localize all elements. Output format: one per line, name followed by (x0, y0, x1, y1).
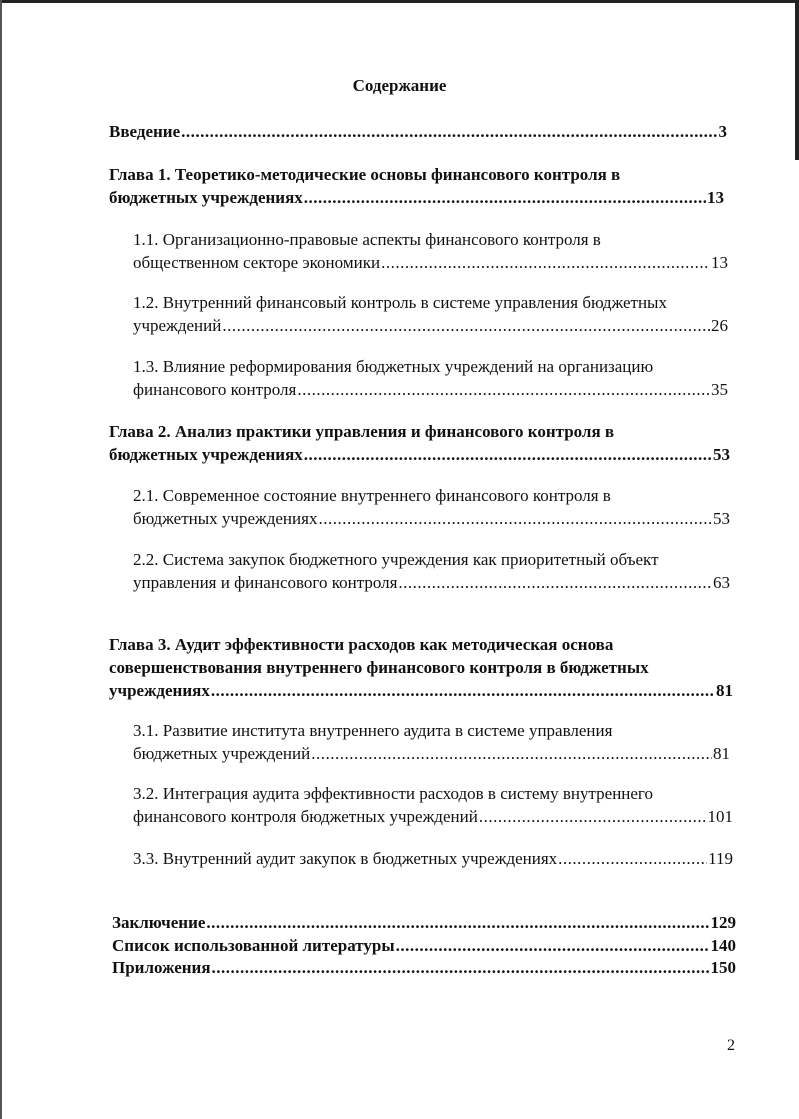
dot-leader (222, 314, 710, 337)
toc-chapter-title-line: бюджетных учреждениях (109, 445, 303, 464)
dot-leader (396, 934, 710, 957)
toc-section-title-line: финансового контроля бюджетных учреждений (133, 807, 478, 826)
toc-section-title-line: 1.1. Организационно-правовые аспекты финансового контроля в (133, 230, 601, 249)
toc-chapter-1 (109, 163, 724, 209)
page-title: Содержание (352, 76, 447, 95)
toc-page-number: 3 (718, 122, 727, 141)
toc-section-3-1 (133, 719, 730, 765)
toc-page-number: 13 (711, 253, 728, 272)
toc-entry-references (112, 934, 736, 957)
toc-entry-conclusion (112, 911, 736, 934)
toc-section-title-line: 3.2. Интеграция аудита эффективности расходов в систему внутреннего (133, 784, 653, 803)
toc-entry-label: Заключение (112, 913, 206, 932)
dot-leader (398, 571, 712, 594)
toc-section-title-line: учреждений (133, 316, 222, 335)
toc-page-number: 53 (713, 509, 730, 528)
toc-entry-appendices (112, 956, 736, 979)
toc-section-title-line: общественном секторе экономики (133, 253, 381, 272)
toc-page-number: 81 (716, 681, 733, 700)
toc-section-title-line: бюджетных учреждений (133, 744, 311, 763)
toc-section-1-1 (133, 228, 728, 274)
dot-leader (318, 507, 712, 530)
dot-leader (211, 679, 715, 702)
toc-section-title-line: управления и финансового контроля (133, 573, 398, 592)
toc-section-title-line: 3.3. Внутренний аудит закупок в бюджетных учреждениях (133, 849, 558, 868)
dot-leader (381, 251, 710, 274)
toc-entry-label: Приложения (112, 958, 211, 977)
toc-entry-label: Список использованной литературы (112, 936, 395, 955)
dot-leader (212, 956, 710, 979)
toc-section-1-3 (133, 355, 728, 401)
dot-leader (304, 443, 712, 466)
toc-chapter-2 (109, 420, 730, 466)
toc-chapter-title-line: совершенствования внутреннего финансового контроля в бюджетных (109, 658, 649, 677)
dot-leader (311, 742, 712, 765)
toc-section-title-line: бюджетных учреждениях (133, 509, 318, 528)
toc-section-title-line: 2.1. Современное состояние внутреннего финансового контроля в (133, 486, 611, 505)
toc-chapter-title-line: Глава 2. Анализ практики управления и финансового контроля в (109, 422, 615, 441)
toc-page-number: 35 (711, 380, 728, 399)
page-number: 2 (727, 1037, 735, 1054)
toc-page-number: 13 (707, 188, 724, 207)
toc-section-title-line: 2.2. Система закупок бюджетного учреждения как приоритетный объект (133, 550, 659, 569)
toc-section-title-line: 1.3. Влияние реформирования бюджетных учреждений на организацию (133, 357, 654, 376)
dot-leader (297, 378, 710, 401)
dot-leader (558, 847, 707, 870)
toc-page-number: 150 (710, 958, 736, 977)
dot-leader (206, 911, 709, 934)
toc-section-1-2 (133, 291, 728, 337)
toc-section-2-1 (133, 484, 730, 530)
toc-entry-label: Введение (109, 122, 181, 141)
toc-chapter-3 (109, 633, 733, 702)
toc-chapter-title-line: учреждениях (109, 681, 210, 700)
toc-chapter-title-line: Глава 3. Аудит эффективности расходов как методическая основа (109, 635, 614, 654)
toc-section-3-3 (133, 847, 733, 870)
toc-page-number: 53 (713, 445, 730, 464)
toc-section-title-line: 3.1. Развитие института внутреннего аудита в системе управления (133, 721, 613, 740)
scan-edge-left (0, 0, 2, 1119)
toc-page-number: 26 (711, 316, 728, 335)
toc-page-number: 129 (710, 913, 736, 932)
toc-chapter-title-line: Глава 1. Теоретико-методические основы финансового контроля в (109, 165, 621, 184)
toc-page-number: 63 (713, 573, 730, 592)
toc-page-number: 81 (713, 744, 730, 763)
toc-section-2-2 (133, 548, 730, 594)
toc-section-3-2 (133, 782, 733, 828)
toc-entry-intro (109, 120, 727, 143)
toc-page-number: 119 (708, 849, 733, 868)
toc-page-number: 101 (707, 807, 733, 826)
dot-leader (479, 805, 707, 828)
dot-leader (181, 120, 717, 143)
dot-leader (304, 186, 706, 209)
toc-section-title-line: финансового контроля (133, 380, 297, 399)
scan-edge-top (0, 0, 799, 3)
toc-chapter-title-line: бюджетных учреждениях (109, 188, 303, 207)
toc-page-number: 140 (710, 936, 736, 955)
toc-section-title-line: 1.2. Внутренний финансовый контроль в системе управления бюджетных (133, 293, 667, 312)
